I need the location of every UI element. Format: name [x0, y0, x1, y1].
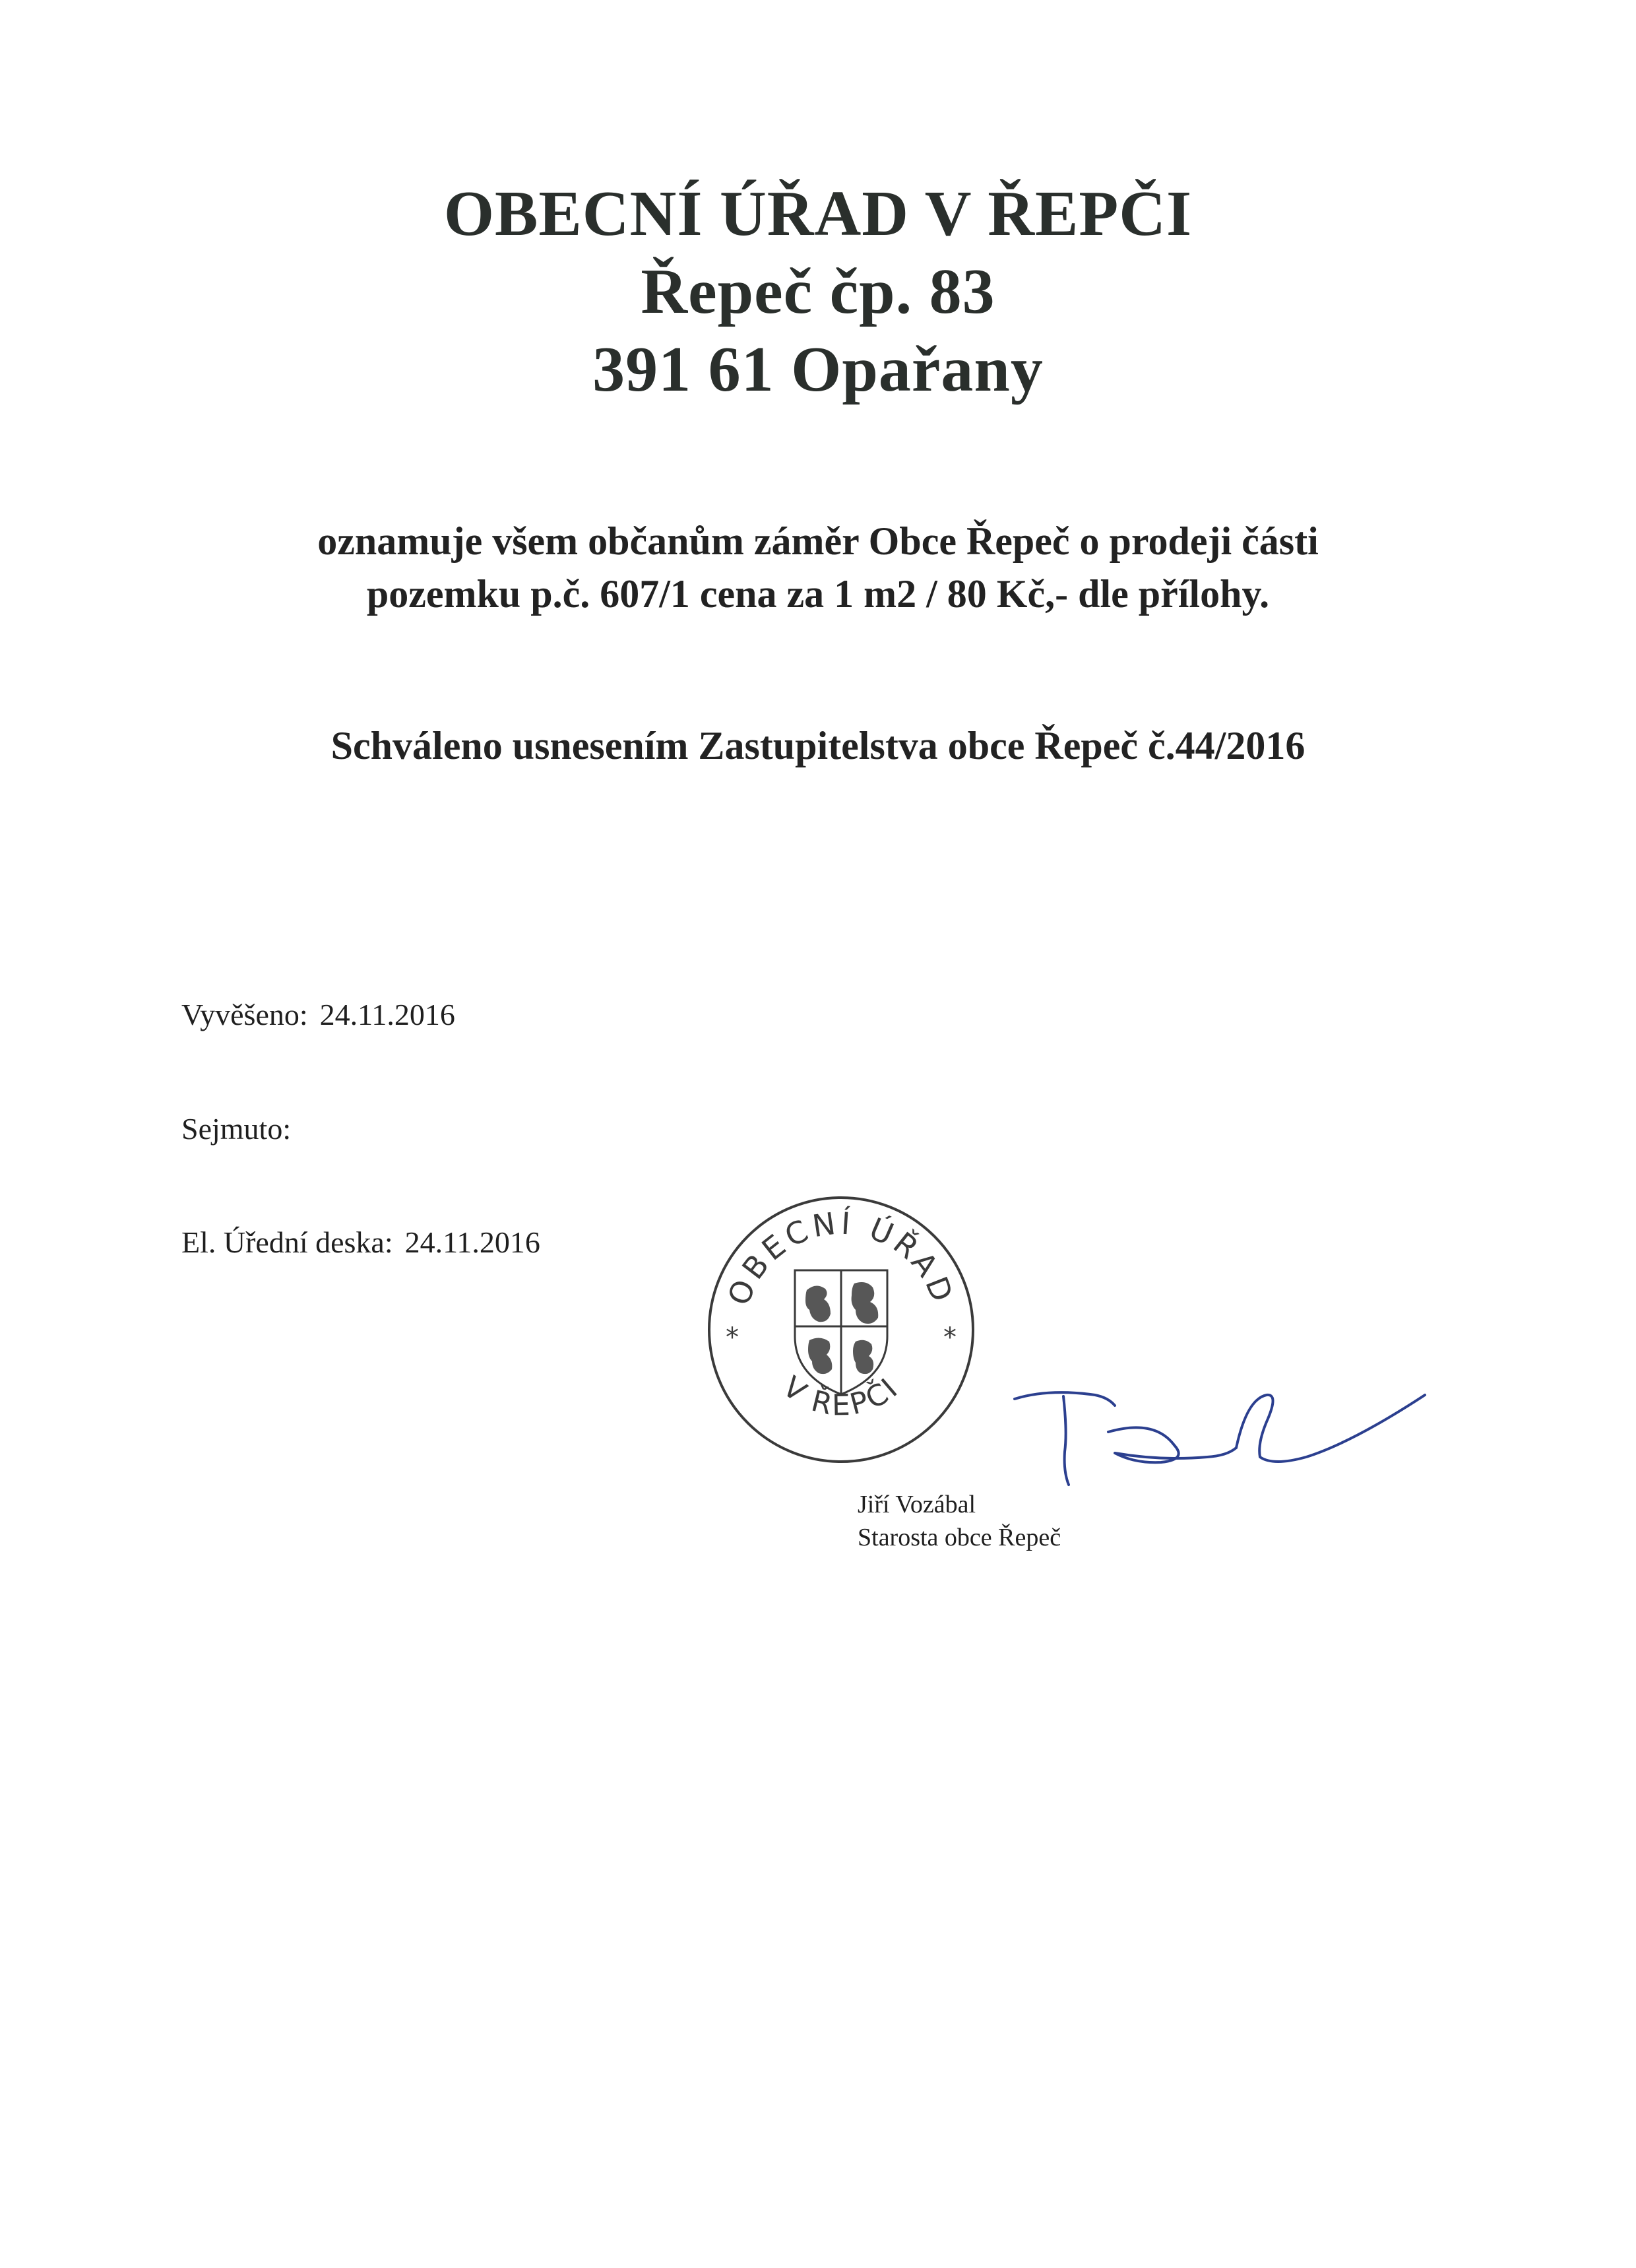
office-name: OBECNÍ ÚŘAD V ŘEPČI: [443, 178, 1193, 249]
stamp-bottom-text: V ŘEPČI: [776, 1370, 906, 1423]
electronic-board-value: 24.11.2016: [404, 1225, 540, 1259]
removed-date-line: [181, 1111, 303, 1148]
electronic-board-label: El. Úřední deska:: [181, 1225, 393, 1259]
posted-label: Vyvěšeno:: [181, 998, 308, 1031]
office-postal-address: 391 61 Opařany: [592, 334, 1044, 405]
stamp-star-left: *: [726, 1322, 739, 1353]
handwritten-signature: [1009, 1379, 1432, 1511]
signer-name: Jiří Vozábal: [858, 1491, 976, 1518]
office-heading: [0, 175, 1636, 408]
announcement-line-1: oznamuje všem občanům záměr Obce Řepeč o prodeji části: [317, 519, 1319, 563]
posted-date-line: [181, 996, 455, 1033]
signer-title: Starosta obce Řepeč: [858, 1524, 1061, 1551]
signer-block: [858, 1488, 1061, 1554]
official-stamp: [696, 1184, 986, 1475]
electronic-board-line: [181, 1224, 540, 1261]
removed-label: Sejmuto:: [181, 1112, 292, 1146]
approval-resolution: Schváleno usnesením Zastupitelstva obce Řepeč č.44/2016: [330, 724, 1306, 767]
stamp-star-right: *: [943, 1322, 957, 1353]
announcement-text: [0, 515, 1636, 620]
office-street-address: Řepeč čp. 83: [641, 256, 995, 327]
posted-value: 24.11.2016: [319, 998, 455, 1031]
stamp-top-text: OBECNÍ ÚŘAD: [720, 1205, 962, 1311]
announcement-line-2: pozemku p.č. 607/1 cena za 1 m2 / 80 Kč,- dle přílohy.: [366, 572, 1270, 616]
